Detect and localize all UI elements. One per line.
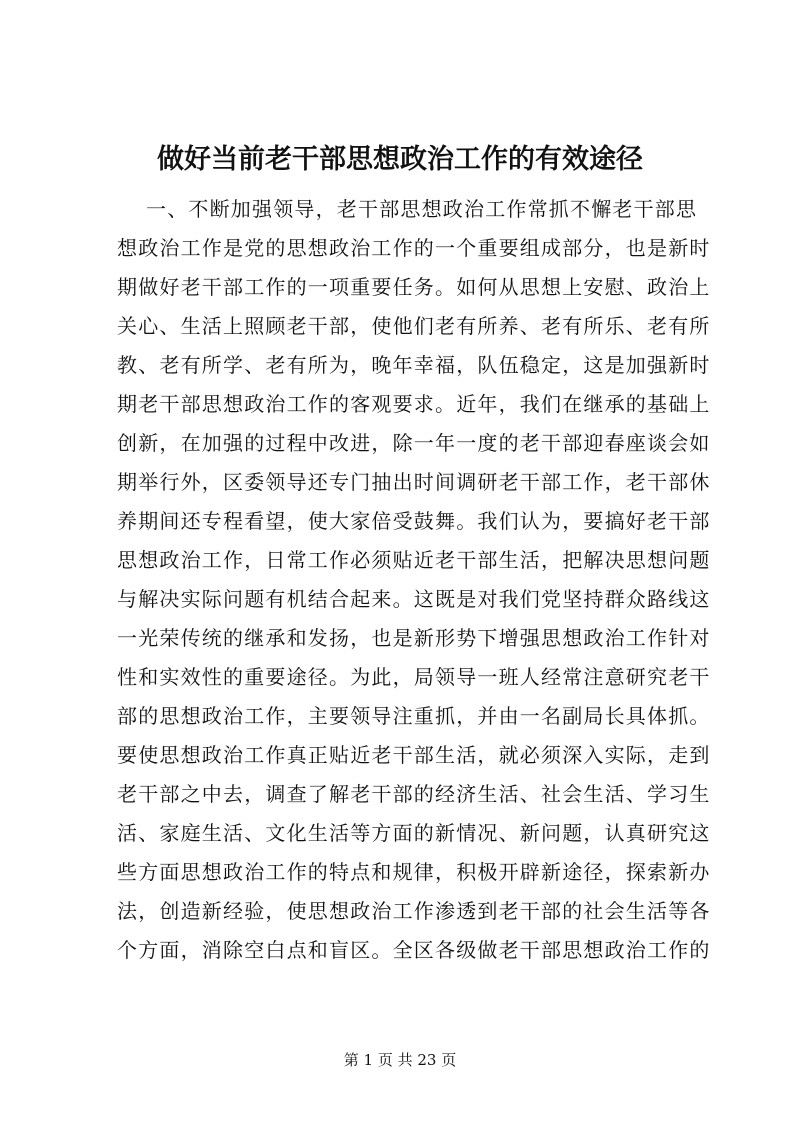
body-line: 活、家庭生活、文化生活等方面的新情况、新问题，认真研究这 [117,821,711,845]
body-line: 一光荣传统的继承和发扬，也是新形势下增强思想政治工作针对 [117,626,711,650]
body-line: 思想政治工作，日常工作必须贴近老干部生活，把解决思想问题 [117,548,711,572]
document-body [117,190,711,970]
body-line: 一、不断加强领导，老干部思想政治工作常抓不懈老干部思 [146,197,698,221]
body-line: 与解决实际问题有机结合起来。这既是对我们党坚持群众路线这 [117,587,711,611]
body-line: 期老干部思想政治工作的客观要求。近年，我们在继承的基础上 [117,392,711,416]
body-line: 要使思想政治工作真正贴近老干部生活，就必须深入实际，走到 [117,743,711,767]
body-line: 关心、生活上照顾老干部，使他们老有所养、老有所乐、老有所 [117,314,711,338]
body-line: 法，创造新经验，使思想政治工作渗透到老干部的社会生活等各 [117,899,711,923]
body-line: 教、老有所学、老有所为，晚年幸福，队伍稳定，这是加强新时 [117,353,711,377]
document-title: 做好当前老干部思想政治工作的有效途径 [157,144,643,175]
body-line: 部的思想政治工作，主要领导注重抓，并由一名副局长具体抓。 [117,704,711,728]
body-line: 老干部之中去，调查了解老干部的经济生活、社会生活、学习生 [117,782,711,806]
body-line: 期做好老干部工作的一项重要任务。如何从思想上安慰、政治上 [117,275,711,299]
body-line: 些方面思想政治工作的特点和规律，积极开辟新途径，探索新办 [117,860,711,884]
body-line: 创新，在加强的过程中改进，除一年一度的老干部迎春座谈会如 [117,431,711,455]
body-line: 个方面，消除空白点和盲区。全区各级做老干部思想政治工作的 [117,938,711,962]
body-line: 想政治工作是党的思想政治工作的一个重要组成部分，也是新时 [117,236,711,260]
page-number-footer: 第 1 页 共 23 页 [343,1051,457,1069]
body-line: 性和实效性的重要途径。为此，局领导一班人经常注意研究老干 [117,665,711,689]
body-line: 养期间还专程看望，使大家倍受鼓舞。我们认为，要搞好老干部 [117,509,711,533]
body-line: 期举行外，区委领导还专门抽出时间调研老干部工作，老干部休 [117,470,711,494]
